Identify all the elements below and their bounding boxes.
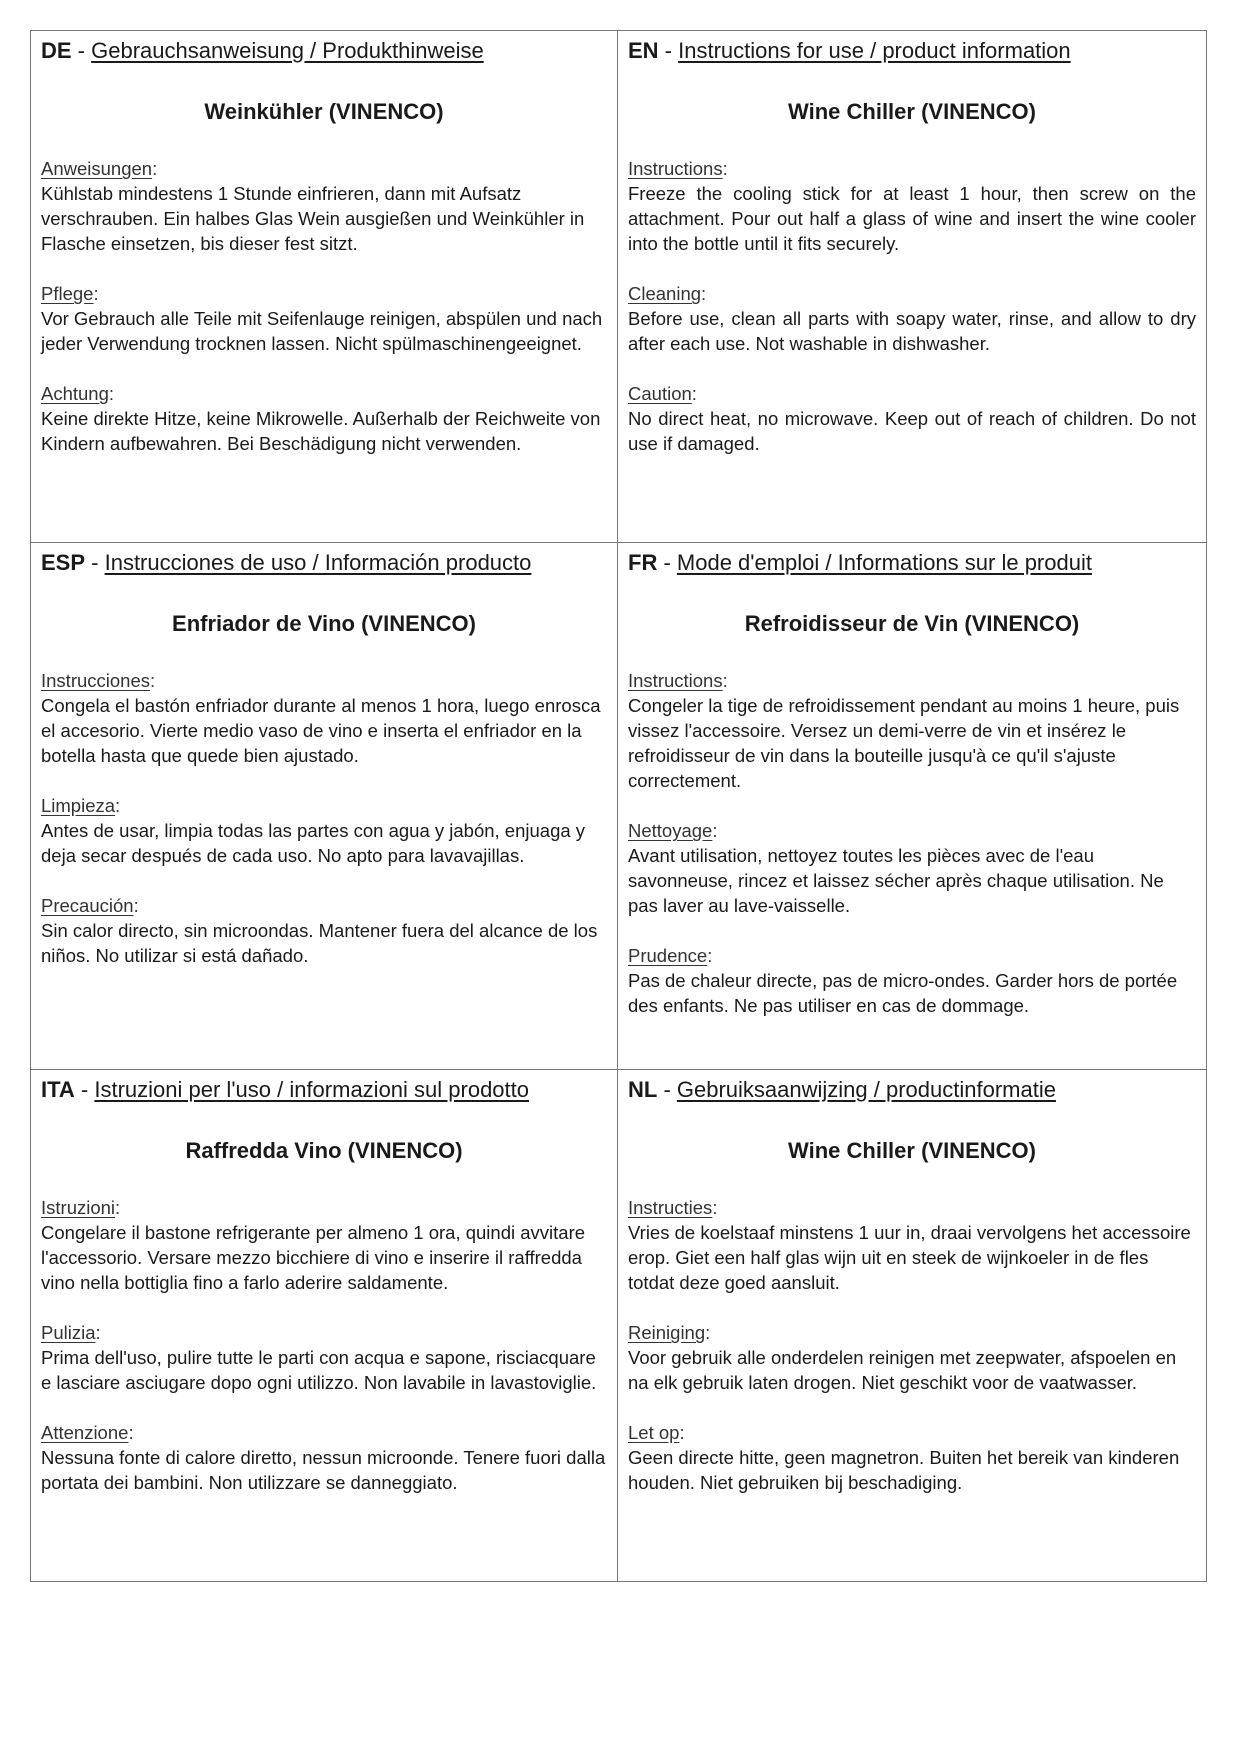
caution-section: Precaución: Sin calor directo, sin microondas. Mantener fuera del alcance de los niños. No utilizar si está dañado. [41,893,607,968]
section-label: Pulizia [41,1322,96,1343]
section-text: Before use, clean all parts with soapy water, rinse, and allow to dry after each use. Not washable in dishwasher. [628,308,1196,354]
product-title: Raffredda Vino (VINENCO) [185,1138,463,1163]
language-heading: DE - Gebrauchsanweisung / Produkthinweise [41,38,484,63]
heading-text: Instructions for use / product information [678,38,1071,63]
care-section: Limpieza: Antes de usar, limpia todas las partes con agua y jabón, enjuaga y deja secar después de cada uso. No apto para lavavajillas. [41,793,607,868]
care-section: Pflege: Vor Gebrauch alle Teile mit Seifenlauge reinigen, abspülen und nach jeder Verwendung trocknen lassen. Nicht spülmaschinengeeignet. [41,281,607,356]
language-cell-en [618,31,1207,543]
section-text: Prima dell'uso, pulire tutte le parti con acqua e sapone, risciacquare e lasciare asciugare dopo ogni utilizzo. Non lavabile in lavastoviglie. [41,1347,597,1393]
care-section: Pulizia: Prima dell'uso, pulire tutte le parti con acqua e sapone, risciacquare e lasciare asciugare dopo ogni utilizzo. Non lavabile in lavastoviglie. [41,1320,607,1395]
language-heading: EN - Instructions for use / product information [628,38,1071,63]
section-text: Congeler la tige de refroidissement pendant au moins 1 heure, puis vissez l'accessoire. Versez un demi-verre de vin et insérez le refroidisseur de vin dans la bouteille jusqu'à ce qu'il s'ajuste correctement. [628,695,1180,791]
heading-text: Gebrauchsanweisung / Produkthinweise [91,38,484,63]
section-text: Congelare il bastone refrigerante per almeno 1 ora, quindi avvitare l'accessorio. Versare mezzo bicchiere di vino e inserire il raffredda vino nella bottiglia fino a farlo aderire saldamente. [41,1222,586,1293]
section-label: Precaución [41,895,134,916]
language-cell-nl [618,1070,1207,1582]
language-heading: FR - Mode d'emploi / Informations sur le produit [628,550,1092,575]
language-heading: NL - Gebruiksaanwijzing / productinformatie [628,1077,1056,1102]
section-label: Instructies [628,1197,713,1218]
product-title: Refroidisseur de Vin (VINENCO) [744,611,1080,636]
language-cell-ita [31,1070,618,1582]
section-text: No direct heat, no microwave. Keep out of reach of children. Do not use if damaged. [628,408,1196,454]
section-text: Kühlstab mindestens 1 Stunde einfrieren, dann mit Aufsatz verschrauben. Ein halbes Glas Wein ausgießen und Weinkühler in Flasche einsetzen, bis dieser fest sitzt. [41,183,585,254]
language-heading: ESP - Instrucciones de uso / Información producto [41,550,532,575]
care-section: Reiniging: Voor gebruik alle onderdelen reinigen met zeepwater, afspoelen en na elk gebruik laten drogen. Niet geschikt voor de vaatwasser. [628,1320,1196,1395]
language-cell-fr [618,543,1207,1070]
instruction-grid [30,30,1207,1582]
section-text: Geen directe hitte, geen magnetron. Buiten het bereik van kinderen houden. Niet gebruiken bij beschadiging. [628,1447,1180,1493]
section-label: Attenzione [41,1422,129,1443]
section-text: Keine direkte Hitze, keine Mikrowelle. Außerhalb der Reichweite von Kindern aufbewahren. Bei Beschädigung nicht verwenden. [41,408,601,454]
product-title: Enfriador de Vino (VINENCO) [172,611,476,636]
caution-section: Prudence: Pas de chaleur directe, pas de micro-ondes. Garder hors de portée des enfants. Ne pas utiliser en cas de dommage. [628,943,1196,1018]
product-title: Weinkühler (VINENCO) [204,99,444,124]
language-cell-de [31,31,618,543]
section-label: Reiniging [628,1322,706,1343]
caution-section: Attenzione: Nessuna fonte di calore diretto, nessun microonde. Tenere fuori dalla portata dei bambini. Non utilizzare se danneggiato. [41,1422,606,1493]
section-label: Pflege [41,283,94,304]
section-text: Voor gebruik alle onderdelen reinigen met zeepwater, afspoelen en na elk gebruik laten drogen. Niet geschikt voor de vaatwasser. [628,1347,1177,1393]
product-title: Wine Chiller (VINENCO) [788,99,1036,124]
section-label: Instructions [628,158,723,179]
language-code: ITA [41,1077,75,1102]
section-label: Nettoyage [628,820,713,841]
caution-section: Caution: No direct heat, no microwave. Keep out of reach of children. Do not use if damaged. [628,383,1196,454]
section-label: Prudence [628,945,708,966]
section-label: Caution [628,383,692,404]
section-text: Vries de koelstaaf minstens 1 uur in, draai vervolgens het accessoire erop. Giet een half glas wijn uit en steek de wijnkoeler in de fles totdat deze goed aansluit. [628,1222,1191,1293]
instructions-section: Instructions: Congeler la tige de refroidissement pendant au moins 1 heure, puis vissez l'accessoire. Versez un demi-verre de vin et insérez le refroidisseur de vin dans la bouteille jusqu'à ce qu'il s'ajuste correctement. [628,668,1196,793]
section-label: Let op [628,1422,680,1443]
instructions-section: Instrucciones: Congela el bastón enfriador durante al menos 1 hora, luego enrosca el accesorio. Vierte medio vaso de vino e inserta el enfriador en la botella hasta que quede bien ajustado. [41,668,607,768]
instructions-section: Istruzioni: Congelare il bastone refrigerante per almeno 1 ora, quindi avvitare l'accessorio. Versare mezzo bicchiere di vino e inserire il raffredda vino nella bottiglia fino a farlo aderire saldamente. [41,1195,607,1295]
product-title: Wine Chiller (VINENCO) [788,1138,1036,1163]
caution-section: Achtung: Keine direkte Hitze, keine Mikrowelle. Außerhalb der Reichweite von Kindern aufbewahren. Bei Beschädigung nicht verwenden. [41,381,607,456]
language-code: NL [628,1077,658,1102]
section-text: Antes de usar, limpia todas las partes con agua y jabón, enjuaga y deja secar después de cada uso. No apto para lavavajillas. [41,820,586,866]
heading-text: Istruzioni per l'uso / informazioni sul prodotto [94,1077,530,1102]
heading-text: Gebruiksaanwijzing / productinformatie [676,1077,1056,1102]
language-heading: ITA - Istruzioni per l'uso / informazioni sul prodotto [41,1077,530,1102]
care-section: Nettoyage: Avant utilisation, nettoyez toutes les pièces avec de l'eau savonneuse, rincez et laissez sécher après chaque utilisation. Ne pas laver au lave-vaisselle. [628,818,1196,918]
language-code: DE [41,38,72,63]
section-label: Cleaning [628,283,702,304]
section-label: Instructions [628,670,723,691]
section-label: Istruzioni [41,1197,116,1218]
language-code: ESP [41,550,86,575]
section-text: Pas de chaleur directe, pas de micro-ondes. Garder hors de portée des enfants. Ne pas utiliser en cas de dommage. [628,970,1178,1016]
heading-text: Instrucciones de uso / Información producto [104,550,532,575]
care-section: Cleaning: Before use, clean all parts with soapy water, rinse, and allow to dry after each use. Not washable in dishwasher. [628,283,1196,354]
instructions-section: Instructies: Vries de koelstaaf minstens 1 uur in, draai vervolgens het accessoire erop. Giet een half glas wijn uit en steek de wijnkoeler in de fles totdat deze goed aansluit. [628,1195,1196,1295]
instructions-section: Instructions: Freeze the cooling stick for at least 1 hour, then screw on the attachment. Pour out half a glass of wine and insert the wine cooler into the bottle until it fits securely. [628,158,1196,254]
section-text: Congela el bastón enfriador durante al menos 1 hora, luego enrosca el accesorio. Vierte medio vaso de vino e inserta el enfriador en la botella hasta que quede bien ajustado. [41,695,601,766]
section-label: Instrucciones [41,670,150,691]
language-code: EN [628,38,659,63]
instructions-section: Anweisungen: Kühlstab mindestens 1 Stunde einfrieren, dann mit Aufsatz verschrauben. Ein halbes Glas Wein ausgießen und Weinkühler in Flasche einsetzen, bis dieser fest sitzt. [41,156,607,256]
section-text: Vor Gebrauch alle Teile mit Seifenlauge reinigen, abspülen und nach jeder Verwendung trocknen lassen. Nicht spülmaschinengeeignet. [41,308,603,354]
section-text: Freeze the cooling stick for at least 1 hour, then screw on the attachment. Pour out half a glass of wine and insert the wine cooler into the bottle until it fits securely. [628,183,1196,254]
section-label: Achtung [41,383,109,404]
section-label: Limpieza [41,795,116,816]
caution-section: Let op: Geen directe hitte, geen magnetron. Buiten het bereik van kinderen houden. Niet gebruiken bij beschadiging. [628,1420,1196,1495]
section-text: Sin calor directo, sin microondas. Mantener fuera del alcance de los niños. No utilizar si está dañado. [41,920,598,966]
heading-text: Mode d'emploi / Informations sur le produit [676,550,1092,575]
section-label: Anweisungen [41,158,153,179]
section-text: Nessuna fonte di calore diretto, nessun microonde. Tenere fuori dalla portata dei bambini. Non utilizzare se danneggiato. [41,1447,606,1493]
section-text: Avant utilisation, nettoyez toutes les pièces avec de l'eau savonneuse, rincez et laissez sécher après chaque utilisation. Ne pas laver au lave-vaisselle. [628,845,1164,916]
language-code: FR [628,550,658,575]
language-cell-esp [31,543,618,1070]
